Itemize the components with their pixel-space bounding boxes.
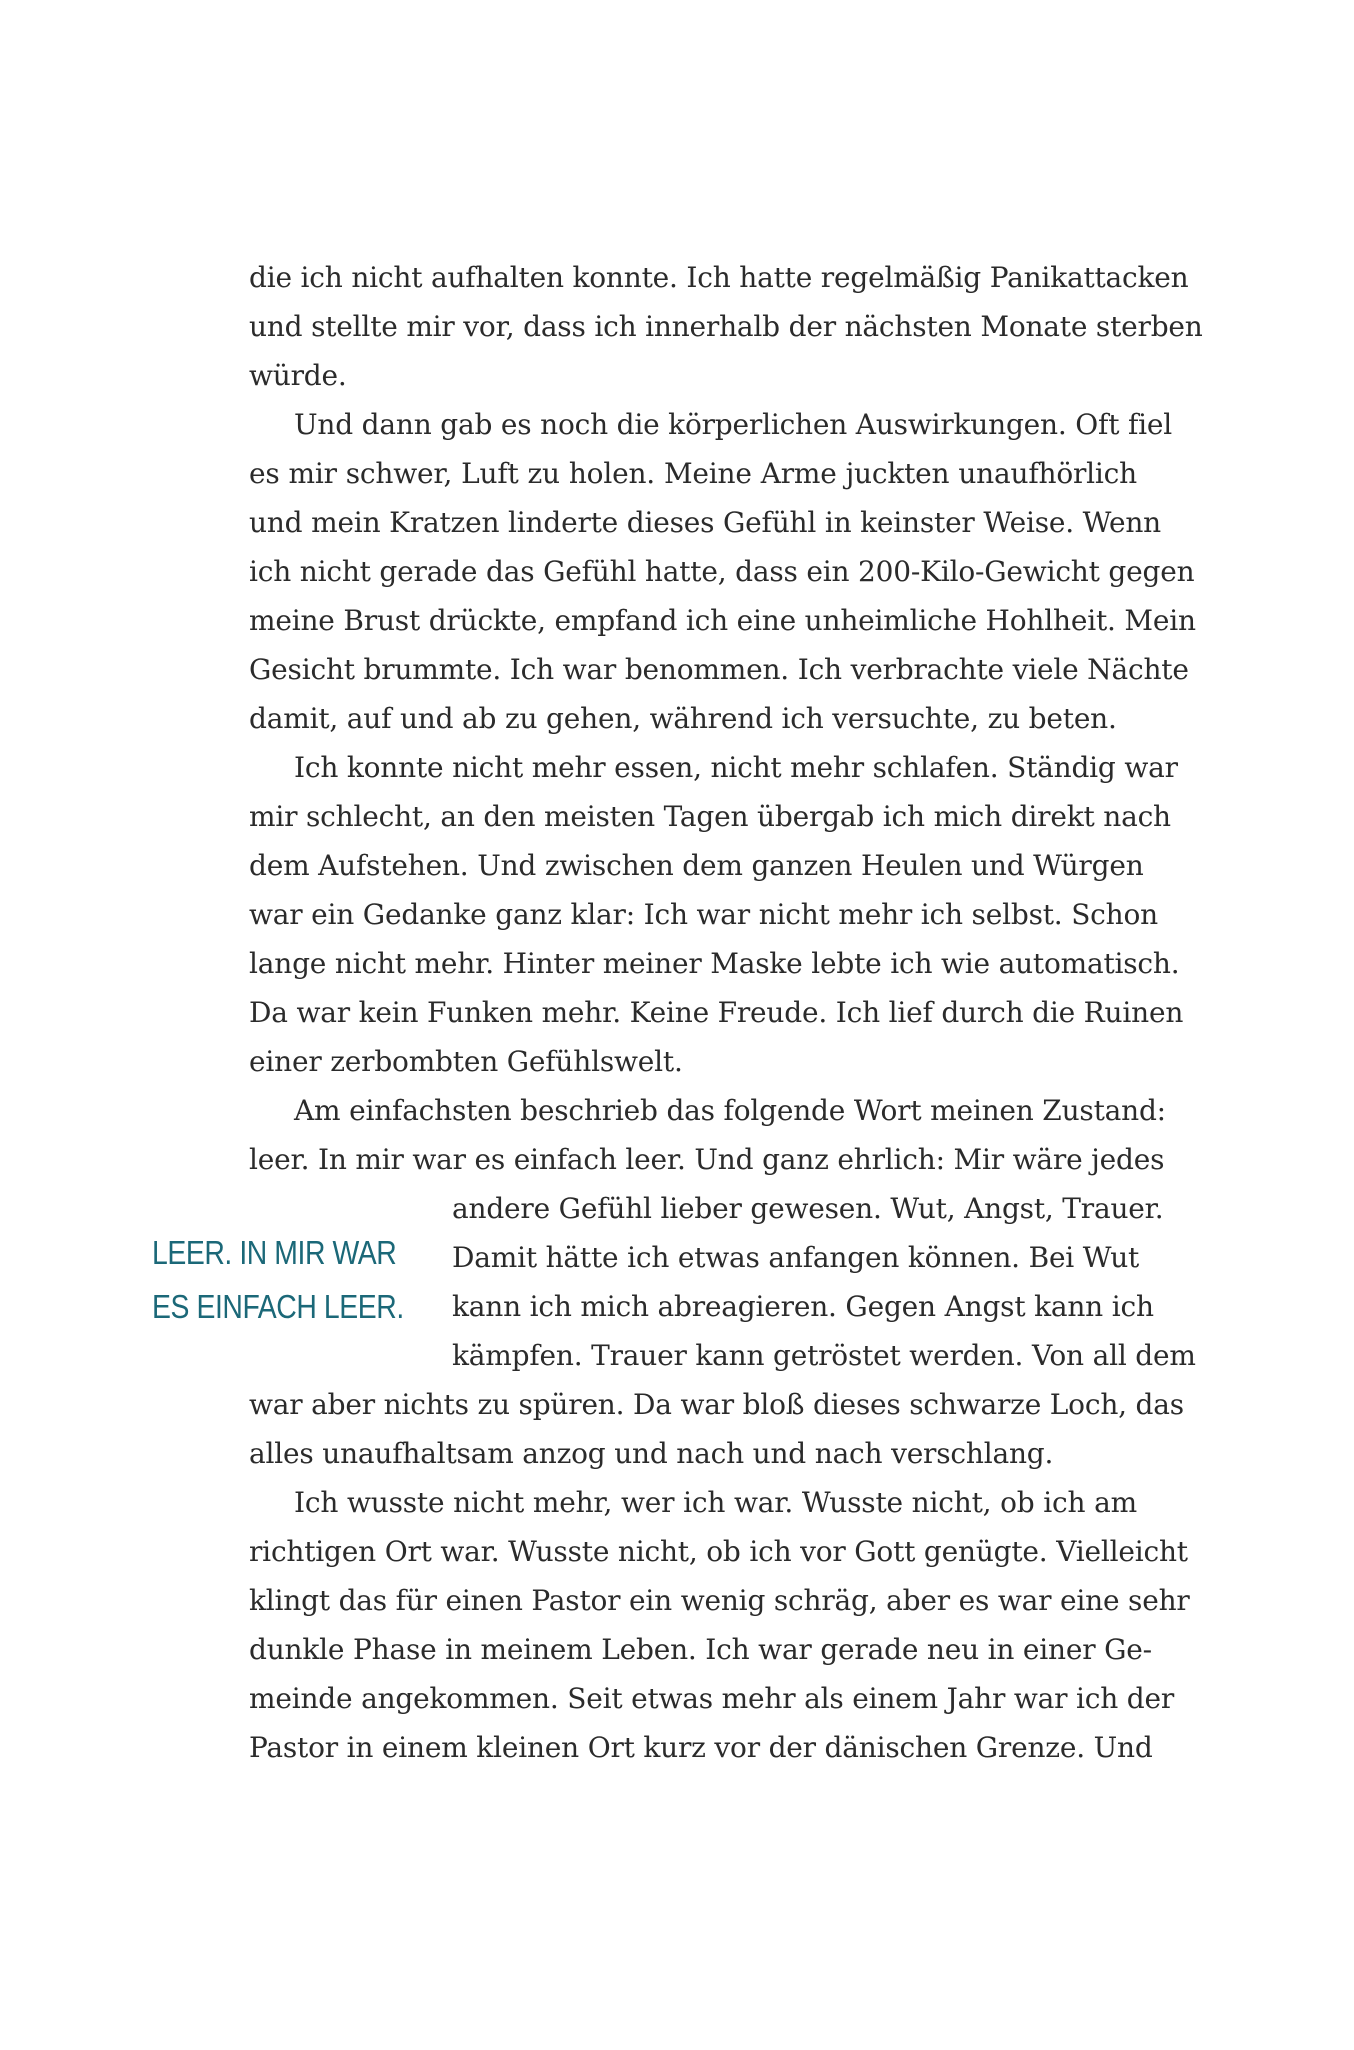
body-line: alles unaufhaltsam anzog und nach und nach verschlang.: [249, 1437, 1054, 1470]
body-line: kann ich mich abreagieren. Gegen Angst kann ich: [452, 1290, 1154, 1323]
body-line: meinde angekommen. Seit etwas mehr als einem Jahr war ich der: [249, 1682, 1175, 1715]
body-line: Am einfachsten beschrieb das folgende Wort meinen Zustand:: [294, 1094, 1166, 1127]
body-line: Und dann gab es noch die körperlichen Auswirkungen. Oft fiel: [294, 408, 1172, 441]
body-line: damit, auf und ab zu gehen, während ich versuchte, zu beten.: [249, 702, 1117, 735]
body-line: war ein Gedanke ganz klar: Ich war nicht mehr ich selbst. Schon: [249, 898, 1158, 931]
body-line: meine Brust drückte, empfand ich eine unheimliche Hohlheit. Mein: [249, 604, 1196, 637]
body-line: lange nicht mehr. Hinter meiner Maske lebte ich wie automatisch.: [249, 947, 1180, 980]
body-line: ich nicht gerade das Gefühl hatte, dass ein 200-Kilo-Gewicht gegen: [249, 555, 1195, 588]
body-line: Ich konnte nicht mehr essen, nicht mehr schlafen. Ständig war: [294, 751, 1178, 784]
body-line: die ich nicht aufhalten konnte. Ich hatte regelmäßig Panikattacken: [249, 261, 1189, 294]
body-line: Gesicht brummte. Ich war benommen. Ich verbrachte viele Nächte: [249, 653, 1189, 686]
body-line: mir schlecht, an den meisten Tagen übergab ich mich direkt nach: [249, 800, 1171, 833]
body-line: Pastor in einem kleinen Ort kurz vor der dänischen Grenze. Und: [249, 1731, 1153, 1764]
pull-quote: [152, 1226, 404, 1334]
pull-quote-line: ES EINFACH LEER.: [152, 1288, 404, 1325]
body-line: Ich wusste nicht mehr, wer ich war. Wusste nicht, ob ich am: [294, 1486, 1137, 1519]
body-line: Damit hätte ich etwas anfangen können. Bei Wut: [452, 1241, 1140, 1274]
body-line: und stellte mir vor, dass ich innerhalb der nächsten Monate sterben: [249, 310, 1203, 343]
body-line: klingt das für einen Pastor ein wenig schräg, aber es war eine sehr: [249, 1584, 1190, 1617]
pull-quote-line: LEER. IN MIR WAR: [152, 1234, 397, 1271]
body-line: dunkle Phase in meinem Leben. Ich war gerade neu in einer Ge-: [249, 1633, 1152, 1666]
body-line: einer zerbombten Gefühlswelt.: [249, 1045, 683, 1078]
body-line: richtigen Ort war. Wusste nicht, ob ich vor Gott genügte. Vielleicht: [249, 1535, 1188, 1568]
body-line: leer. In mir war es einfach leer. Und ganz ehrlich: Mir wäre jedes: [249, 1143, 1165, 1176]
body-line: würde.: [249, 359, 347, 392]
body-line: kämpfen. Trauer kann getröstet werden. Von all dem: [452, 1339, 1196, 1372]
body-line: war aber nichts zu spüren. Da war bloß dieses schwarze Loch, das: [249, 1388, 1184, 1421]
body-line: es mir schwer, Luft zu holen. Meine Arme juckten unaufhörlich: [249, 457, 1137, 490]
body-line: andere Gefühl lieber gewesen. Wut, Angst, Trauer.: [452, 1192, 1164, 1225]
body-line: und mein Kratzen linderte dieses Gefühl in keinster Weise. Wenn: [249, 506, 1162, 539]
body-line: dem Aufstehen. Und zwischen dem ganzen Heulen und Würgen: [249, 849, 1144, 882]
body-line: Da war kein Funken mehr. Keine Freude. Ich lief durch die Ruinen: [249, 996, 1184, 1029]
